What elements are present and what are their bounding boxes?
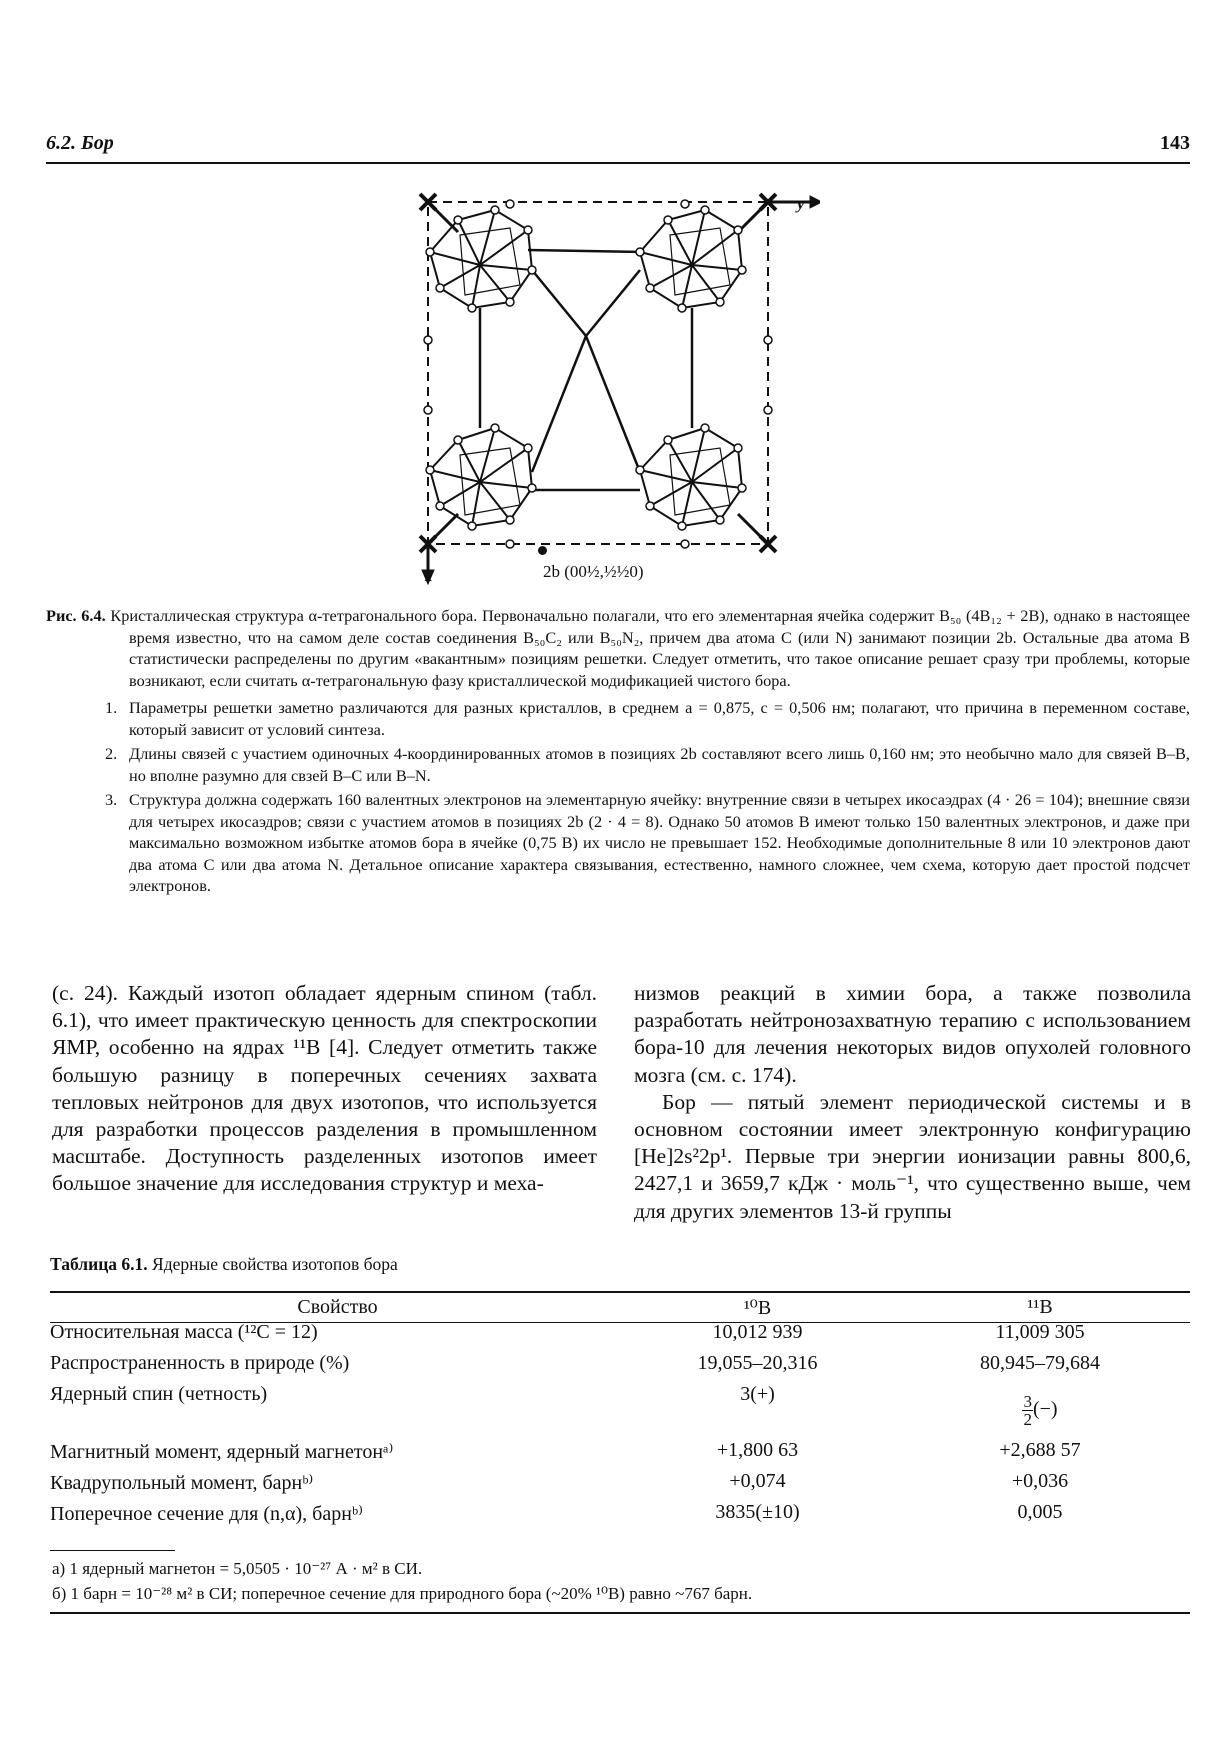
cell-b11 xyxy=(890,1383,1190,1439)
isotope-properties-table xyxy=(50,1293,1190,1532)
body-column-right xyxy=(634,980,1191,1225)
cell-b10: 3835(±10) xyxy=(715,1501,800,1523)
footnote-a: а) 1 ядерный магнетон = 5,0505 · 10⁻²⁷ А · м² в СИ. xyxy=(52,1559,423,1578)
spin-denominator: 2 xyxy=(1023,1410,1032,1429)
table-row xyxy=(50,1439,1190,1470)
table-header-row xyxy=(50,1293,1190,1321)
cell-property: Поперечное сечение для (n,α), барнᵇ⁾ xyxy=(50,1503,364,1525)
table-title-text: Ядерные свойства изотопов бора xyxy=(152,1254,398,1274)
spin-numerator: 3 xyxy=(1023,1392,1032,1411)
caption-list-item xyxy=(105,697,1190,740)
cell-b11: +2,688 57 xyxy=(999,1439,1081,1461)
cell-b10: 10,012 939 xyxy=(712,1321,803,1343)
y-axis-label: y xyxy=(797,194,805,213)
body-paragraph: низмов реакций в химии бора, а также позволила разработать нейтронозахватную терапию с использованием бора-10 для лечения некоторых видов опухолей головного мозга (см. с. 174). xyxy=(634,981,1191,1087)
cell-property: Распространенность в природе (%) xyxy=(50,1352,350,1374)
icosahedron-top-right xyxy=(640,210,742,308)
body-column-left xyxy=(52,980,597,1198)
section-title: 6.2. Бор xyxy=(46,132,114,154)
x-axis-label: x xyxy=(425,566,433,585)
column-header-b11: ¹¹B xyxy=(1027,1295,1053,1318)
table-row xyxy=(50,1321,1190,1352)
body-paragraph: Бор — пятый элемент периодической системы и в основном состоянии имеет электронную конфигурацию [He]2s²2p¹. Первые три энергии ионизации равны 800,6, 2427,1 и 3659,7 кДж · моль⁻¹, что существенно выше, чем для других элементов 13-й группы xyxy=(634,1089,1191,1223)
cell-property: Относительная масса (¹²C = 12) xyxy=(50,1321,318,1343)
cell-property: Квадрупольный момент, барнᵇ⁾ xyxy=(50,1472,314,1494)
table-bottom-rule xyxy=(50,1612,1190,1614)
cell-b10: +0,074 xyxy=(729,1470,786,1492)
cell-b10: 3(+) xyxy=(740,1383,775,1405)
caption-body xyxy=(46,605,1190,691)
table-row xyxy=(50,1501,1190,1532)
table-footnotes xyxy=(52,1556,752,1606)
spin-fraction xyxy=(1022,1393,1033,1428)
site-2b-label: 2b (00½,½½0) xyxy=(543,562,644,581)
caption-item-text: Структура должна содержать 160 валентных электронов на элементарную ячейку: внутренние связи в четырех икосаэдрах (4 · 26 = 104); внешние связи для четырех икосаэдров; связи с участием атомов в позициях 2b (2 · 4 = 8). Однако 50 атомов B имеют только 150 валентных электронов, и даже при максимально возможном избытке атомов бора в ячейке (0,75 B) их число не превышает 152. Необходимые дополнительные 8 или 10 электронов дают два атома C или два атома N. Детальное описание характера связывания, естественно, намного сложнее, чем схема, которую дает простой подсчет электронов. xyxy=(129,790,1190,895)
caption-item-text: Длины связей с участием одиночных 4-координированных атомов в позициях 2b составляют всего лишь 0,160 нм; это необычно мало для связей B–B, но вполне разумно для свзей B–C или B–N. xyxy=(129,744,1190,785)
table-row xyxy=(50,1352,1190,1383)
site-2b-marker xyxy=(538,546,547,555)
caption-list-item xyxy=(105,743,1190,786)
corner-atoms xyxy=(420,194,776,552)
cell-property: Ядерный спин (четность) xyxy=(50,1383,268,1405)
cell-b11: 80,945–79,684 xyxy=(980,1352,1100,1374)
column-header-b10: ¹⁰B xyxy=(743,1296,772,1319)
cell-property: Магнитный момент, ядерный магнетонᵃ⁾ xyxy=(50,1441,394,1463)
table-row xyxy=(50,1383,1190,1439)
cell-b11: 11,009 305 xyxy=(995,1321,1085,1343)
table-title xyxy=(50,1254,398,1275)
cell-b10: 19,055–20,316 xyxy=(697,1352,818,1374)
caption-item-number: 3. xyxy=(105,790,118,809)
spin-parity: (−) xyxy=(1032,1398,1058,1421)
y-axis-arrowhead xyxy=(810,196,820,208)
footnote-rule xyxy=(50,1550,175,1551)
column-header-property: Свойство xyxy=(297,1295,378,1318)
body-paragraph: (с. 24). Каждый изотоп обладает ядерным спином (табл. 6.1), что имеет практическую ценность для спектроскопии ЯМР, особенно на ядрах ¹¹B [4]. Следует отметить также большую разницу в поперечных сечениях захвата тепловых нейтронов для двух изотопов, что используется для разработки процессов разделения в промышленном масштабе. Доступность разделенных изотопов имеет большое значение для исследования структур и меха- xyxy=(52,981,597,1196)
caption-list xyxy=(46,697,1190,897)
caption-item-number: 2. xyxy=(105,744,118,763)
caption-item-number: 1. xyxy=(105,698,118,717)
icosahedron-top-left xyxy=(430,210,532,308)
figure-caption xyxy=(46,605,1190,900)
crystal-structure-figure xyxy=(400,190,820,590)
table-title-lead: Таблица 6.1. xyxy=(50,1254,148,1274)
caption-list-item xyxy=(105,789,1190,897)
icosahedron-bottom-right xyxy=(640,428,742,526)
cell-b11: +0,036 xyxy=(1011,1470,1069,1492)
cell-b11: 0,005 xyxy=(1017,1501,1063,1523)
caption-lead: Рис. 6.4. xyxy=(46,606,106,625)
caption-text: Кристаллическая структура α-тетрагонального бора. Первоначально полагали, что его элементарная ячейка содержит B₅₀ (4B₁₂ + 2B), однако в настоящее время известно, что на самом деле состав соединения B₅₀C₂ или B₅₀N₂, причем два атома C (или N) занимают позиции 2b. Остальные два атома B статистически распределены по другим «вакантным» позициям решетки. Следует отметить, что такое описание решает сразу три проблемы, которые возникают, если считать α-тетрагональную фазу кристаллической модификацией чистого бора. xyxy=(110,606,1190,690)
icosahedron-bottom-left xyxy=(430,428,532,526)
page-number: 143 xyxy=(1160,132,1190,154)
header-rule xyxy=(46,162,1190,164)
cell-b10: +1,800 63 xyxy=(716,1439,799,1461)
footnote-b: б) 1 барн = 10⁻²⁸ м² в СИ; поперечное сечение для природного бора (~20% ¹⁰B) равно ~767 барн. xyxy=(52,1584,753,1603)
caption-item-text: Параметры решетки заметно различаются для разных кристаллов, в среднем a = 0,875, c = 0,506 нм; полагают, что причина в переменном составе, который зависит от условий синтеза. xyxy=(129,698,1190,739)
table-row xyxy=(50,1470,1190,1501)
